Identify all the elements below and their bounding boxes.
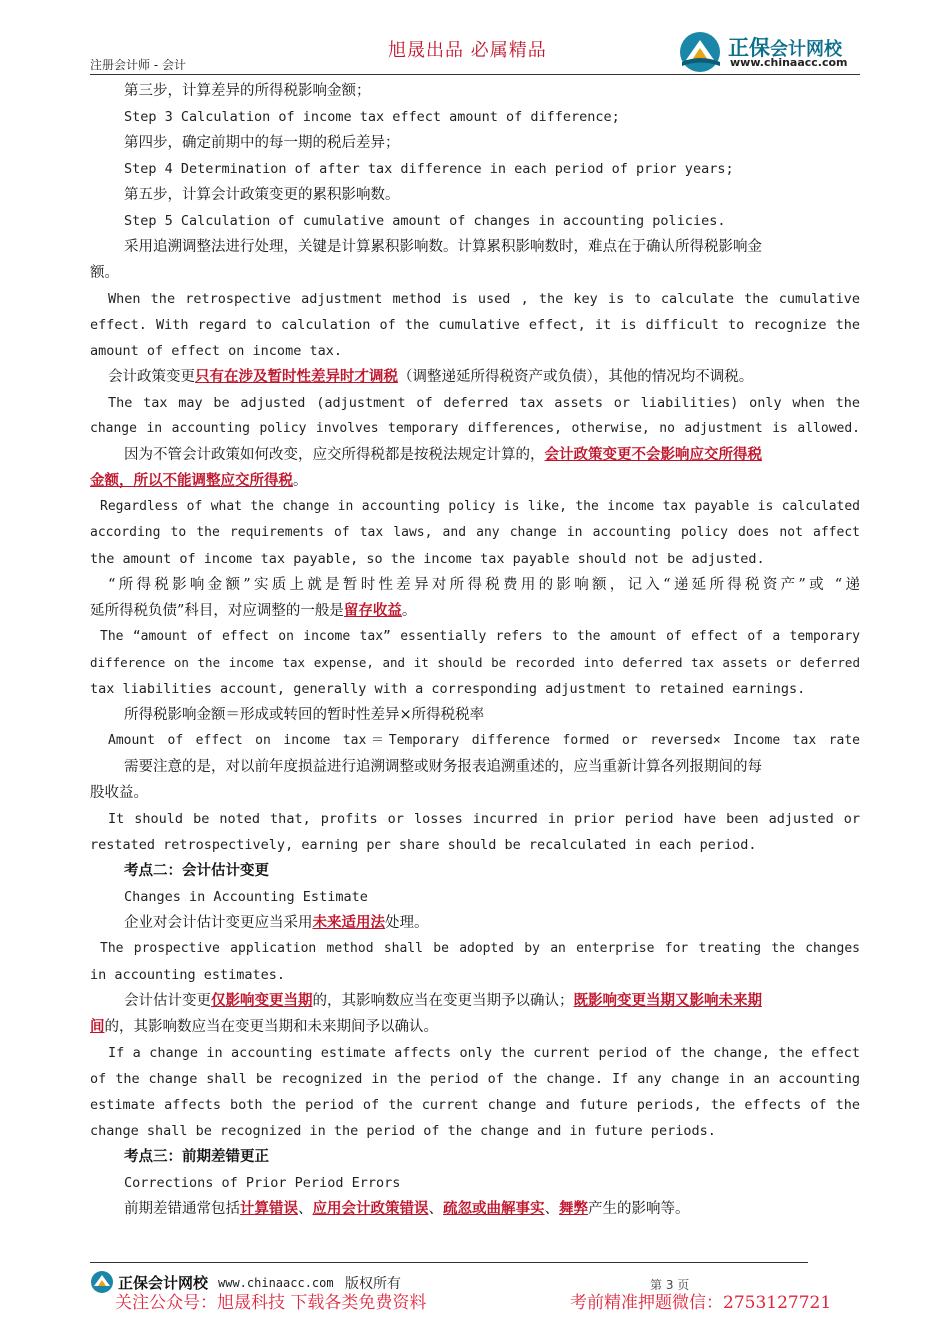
text-line: of the change shall be recognized in the period of the change. If any change in an accounting <box>90 1071 860 1087</box>
text-line: The prospective application method shall be adopted by an enterprise for treating the changes <box>100 941 860 956</box>
highlight-no-effect: 会计政策变更不会影响应交所得税 <box>544 446 762 463</box>
highlight-current-only: 仅影响变更当期 <box>211 992 313 1009</box>
highlight-prospective: 未来适用法 <box>312 914 385 931</box>
text-line: 所得税影响金额＝形成或转回的暂时性差异×所得税税率 <box>124 707 485 723</box>
highlight-retained-earnings: 留存收益 <box>343 602 402 619</box>
watermark-right: 考前精准押题微信：2753127721 <box>570 1293 832 1313</box>
footer-url[interactable]: www.chinaacc.com <box>218 1276 334 1290</box>
text-line: difference on the income tax expense, and it should be recorded into deferred tax assets or deferred <box>90 655 860 670</box>
text-line: restated retrospectively, earning per share should be recalculated in each period. <box>90 837 757 853</box>
section-heading: 考点二：会计估计变更 <box>124 862 269 879</box>
logo-name: 正保会计网校 <box>728 36 842 60</box>
text-line: 前期差错通常包括计算错误、应用会计政策错误、疏忽或曲解事实、舞弊产生的影响等。 <box>124 1200 690 1217</box>
text-line: 企业对会计估计变更应当采用未来适用法处理。 <box>124 914 429 931</box>
text-line: 需要注意的是，对以前年度损益进行追溯调整或财务报表追溯重述的，应当重新计算各列报期间的每 <box>124 759 762 775</box>
chinaacc-logo-icon <box>678 30 724 74</box>
section-heading: 考点三：前期差错更正 <box>124 1148 269 1165</box>
highlight-policy-error: 应用会计政策错误 <box>312 1200 429 1217</box>
watermark-left: 关注公众号：旭晟科技 下载各类免费资料 <box>115 1293 427 1313</box>
text-line: “所得税影响金额”实质上就是暂时性差异对所得税费用的影响额，记入“递延所得税资产”或 “递 <box>108 577 860 593</box>
section-heading-en: Corrections of Prior Period Errors <box>124 1175 401 1191</box>
text-line: Regardless of what the change in accounting policy is like, the income tax payable is calculated <box>100 499 860 514</box>
footer-divider <box>90 1262 808 1263</box>
footer-brand: 正保会计网校 <box>118 1274 209 1292</box>
text-line: tax liabilities account, generally with a corresponding adjustment to retained earnings. <box>90 681 806 697</box>
text-line: in accounting estimates. <box>90 967 286 983</box>
highlight-calc-error: 计算错误 <box>240 1200 298 1217</box>
text-line: estimate affects both the period of the current change and future periods, the effects of the <box>90 1097 860 1113</box>
footer-logo-icon <box>90 1270 114 1294</box>
chinaacc-logo[interactable] <box>678 30 868 74</box>
page-number: 第 3 页 <box>650 1278 690 1292</box>
text-line: 因为不管会计政策如何改变，应交所得税都是按税法规定计算的，会计政策变更不会影响应交所得税 <box>124 446 762 463</box>
text-line: effect. With regard to calculation of the cumulative effect, it is difficult to recognize the <box>90 317 860 333</box>
text-line: Step 4 Determination of after tax difference in each period of prior years; <box>124 161 734 177</box>
text-line: 采用追溯调整法进行处理，关键是计算累积影响数。计算累积影响数时，难点在于确认所得税影响金 <box>124 239 762 255</box>
text-line: 第四步，确定前期中的每一期的税后差异； <box>124 135 400 151</box>
text-line: If a change in accounting estimate affects only the current period of the change, the effect <box>108 1045 860 1061</box>
highlight-no-adjust: 金额，所以不能调整应交所得税 <box>90 472 293 489</box>
highlight-tax-adjust: 只有在涉及暂时性差异时才调税 <box>195 368 398 385</box>
header-slogan: 旭晟出品 必属精品 <box>388 40 547 61</box>
footer-copyright: 版权所有 <box>345 1276 401 1292</box>
text-line: Step 3 Calculation of income tax effect amount of difference; <box>124 109 620 125</box>
logo-url: www.chinaacc.com <box>730 56 848 69</box>
text-line: the amount of income tax payable, so the income tax payable should not be adjusted. <box>90 551 765 567</box>
highlight-fraud: 舞弊 <box>559 1200 588 1217</box>
text-line: 会计估计变更仅影响变更当期的，其影响数应当在变更当期予以确认；既影响变更当期又影响未来期 <box>124 992 762 1009</box>
text-line: amount of effect on income tax. <box>90 343 342 359</box>
text-line: The tax may be adjusted (adjustment of deferred tax assets or liabilities) only when the <box>108 395 860 411</box>
text-line: 额。 <box>90 265 119 281</box>
text-line: change shall be recognized in the period of the change and in future periods. <box>90 1123 716 1139</box>
text-line: change in accounting policy involves temporary differences, otherwise, no adjustment is allowed. <box>90 421 860 436</box>
text-line: When the retrospective adjustment method is used , the key is to calculate the cumulative <box>108 291 860 307</box>
document-body <box>90 78 860 1222</box>
text-line: 股收益。 <box>90 785 148 801</box>
highlight-oversight: 疏忽或曲解事实 <box>443 1200 545 1217</box>
text-line: 延所得税负债”科目，对应调整的一般是留存收益。 <box>90 602 417 619</box>
page-header <box>0 0 950 80</box>
header-subtitle: 注册会计师 - 会计 <box>90 58 186 72</box>
highlight-current-and-future: 既影响变更当期又影响未来期 <box>573 992 762 1009</box>
text-line: 第五步，计算会计政策变更的累积影响数。 <box>124 187 400 203</box>
text-line: 间的，其影响数应当在变更当期和未来期间予以确认。 <box>90 1018 438 1035</box>
text-line: Step 5 Calculation of cumulative amount of changes in accounting policies. <box>124 213 726 229</box>
section-heading-en: Changes in Accounting Estimate <box>124 889 368 905</box>
text-line: Amount of effect on income tax＝Temporary difference formed or reversed× Income tax rate <box>108 733 860 748</box>
text-line: 会计政策变更只有在涉及暂时性差异时才调税（调整递延所得税资产或负债），其他的情况均不调税。 <box>108 368 754 385</box>
text-line: 第三步，计算差异的所得税影响金额； <box>124 83 371 99</box>
text-line: according to the requirements of tax laws, and any change in accounting policy does not affect <box>90 525 860 540</box>
text-line: 金额，所以不能调整应交所得税。 <box>90 472 308 489</box>
header-divider <box>90 74 860 75</box>
text-line: It should be noted that, profits or losses incurred in prior period have been adjusted or <box>108 811 860 827</box>
text-line: The “amount of effect on income tax” essentially refers to the amount of effect of a temporary <box>100 629 860 644</box>
